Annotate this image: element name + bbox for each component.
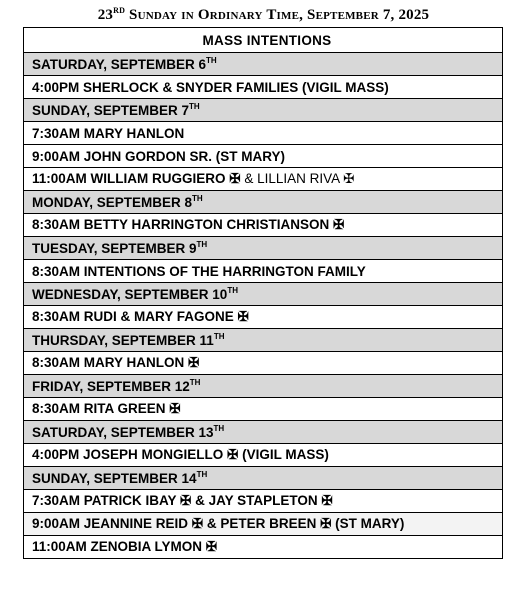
day-header-row (24, 375, 503, 398)
mass-intention-row (24, 214, 503, 237)
mass-intention (24, 260, 503, 283)
mass-intention (24, 513, 503, 536)
day-header (24, 191, 503, 214)
day-header (24, 375, 503, 398)
mass-intention-row (24, 168, 503, 191)
intention-text: 8:30AM MARY HANLON ✠ (32, 355, 200, 370)
day-ordinal-suffix: TH (192, 194, 203, 203)
header-text: Sunday in Ordinary Time, September 7, 2025 (129, 7, 430, 23)
intention-extra-text: & LILLIAN RIVA ✠ (244, 171, 355, 186)
mass-intention (24, 306, 503, 329)
mass-intention (24, 168, 503, 191)
mass-intention-row (24, 352, 503, 375)
table-title: MASS INTENTIONS (24, 28, 503, 53)
day-label: SUNDAY, SEPTEMBER 14 (32, 471, 197, 486)
day-ordinal-suffix: TH (196, 470, 208, 479)
day-header-row (24, 99, 503, 122)
day-label: SATURDAY, SEPTEMBER 6 (32, 57, 207, 72)
mass-intention-row (24, 444, 503, 467)
day-header (24, 329, 503, 352)
header-ordinal-suffix: RD (113, 6, 126, 15)
intention-text: 11:00AM ZENOBIA LYMON ✠ (32, 539, 218, 554)
mass-intention-row (24, 513, 503, 536)
bulletin-header (0, 6, 527, 24)
mass-intention (24, 145, 503, 168)
day-header-row (24, 53, 503, 76)
mass-intention-row (24, 76, 503, 99)
day-ordinal-suffix: TH (206, 56, 217, 65)
intention-text: 8:30AM RITA GREEN ✠ (32, 401, 181, 416)
mass-intention-row (24, 490, 503, 513)
day-ordinal-suffix: TH (213, 332, 225, 341)
intention-text: 9:00AM JEANNINE REID ✠ & PETER BREEN ✠ (ST MARY) (32, 516, 405, 531)
mass-intention-row (24, 260, 503, 283)
day-label: THURSDAY, SEPTEMBER 11 (32, 333, 214, 348)
day-header-row (24, 329, 503, 352)
mass-intention-row (24, 306, 503, 329)
intention-text: 7:30AM PATRICK IBAY ✠ & JAY STAPLETON ✠ (32, 493, 333, 508)
day-label: TUESDAY, SEPTEMBER 9 (32, 241, 197, 256)
day-label: FRIDAY, SEPTEMBER 12 (32, 379, 190, 394)
intention-text: 8:30AM BETTY HARRINGTON CHRISTIANSON ✠ (32, 217, 345, 232)
day-label: SUNDAY, SEPTEMBER 7 (32, 103, 190, 118)
day-header (24, 237, 503, 260)
day-label: SATURDAY, SEPTEMBER 13 (32, 425, 214, 440)
day-ordinal-suffix: TH (196, 240, 208, 249)
table-title-row (24, 28, 503, 53)
mass-intention-row (24, 145, 503, 168)
mass-intention (24, 490, 503, 513)
intention-text: 8:30AM RUDI & MARY FAGONE ✠ (32, 309, 249, 324)
mass-intention-row (24, 122, 503, 145)
mass-intentions-table (23, 27, 503, 559)
day-header (24, 467, 503, 490)
mass-intention (24, 536, 503, 559)
mass-intention-row (24, 536, 503, 559)
mass-intention (24, 444, 503, 467)
intention-text: 9:00AM JOHN GORDON SR. (ST MARY) (32, 148, 286, 164)
day-ordinal-suffix: TH (213, 424, 225, 433)
header-ordinal: 23 (97, 7, 114, 23)
day-ordinal-suffix: TH (227, 286, 238, 295)
day-header-row (24, 421, 503, 444)
day-header (24, 283, 503, 306)
mass-intention (24, 122, 503, 145)
day-header (24, 53, 503, 76)
day-label: WEDNESDAY, SEPTEMBER 10 (32, 287, 228, 302)
day-label: MONDAY, SEPTEMBER 8 (32, 195, 193, 210)
intention-text: 4:00PM JOSEPH MONGIELLO ✠ (VIGIL MASS) (32, 447, 329, 462)
mass-intention (24, 352, 503, 375)
intention-text: 4:00PM SHERLOCK & SNYDER FAMILIES (VIGIL MASS) (32, 79, 389, 95)
mass-intention (24, 398, 503, 421)
intention-text: 8:30AM INTENTIONS OF THE HARRINGTON FAMILY (32, 263, 366, 279)
mass-intention (24, 214, 503, 237)
day-header-row (24, 191, 503, 214)
mass-intention (24, 76, 503, 99)
day-header-row (24, 467, 503, 490)
day-header (24, 421, 503, 444)
day-ordinal-suffix: TH (189, 102, 200, 111)
mass-intention-row (24, 398, 503, 421)
day-header-row (24, 283, 503, 306)
day-header (24, 99, 503, 122)
day-ordinal-suffix: TH (189, 378, 201, 387)
intention-text: 11:00AM WILLIAM RUGGIERO ✠ (32, 171, 245, 186)
intention-text: 7:30AM MARY HANLON (32, 125, 185, 141)
day-header-row (24, 237, 503, 260)
